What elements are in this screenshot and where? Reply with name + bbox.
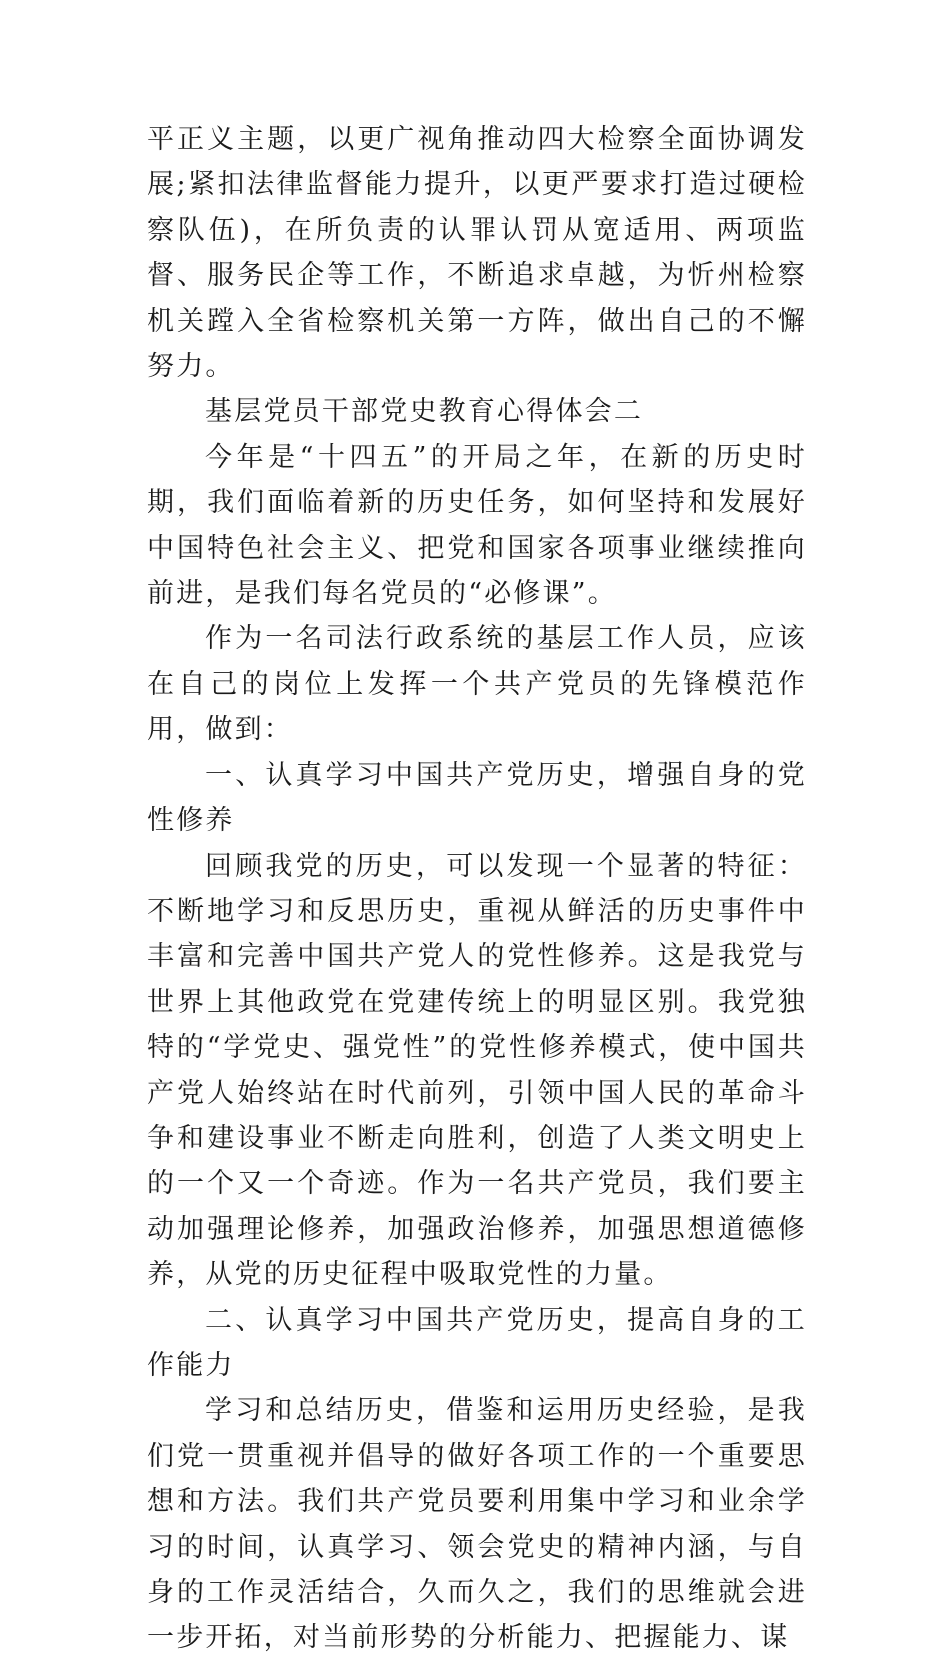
paragraph-continuation: 平正义主题，以更广视角推动四大检察全面协调发展;紧扣法律监督能力提升，以更严要求打造过硬检察队伍)，在所负责的认罪认罚从宽适用、两项监督、服务民企等工作，不断追求卓越，为忻州检察机关蹚入全省检察机关第一方阵，做出自己的不懈努力。 (147, 124, 807, 383)
paragraph-point-one-body: 回顾我党的历史，可以发现一个显著的特征：不断地学习和反思历史，重视从鲜活的历史事件中丰富和完善中国共产党人的党性修养。这是我党与世界上其他政党在党建传统上的明显区别。我党独特的“学党史、强党性”的党性修养模式，使中国共产党人始终站在时代前列，引领中国人民的革命斗争和建设事业不断走向胜利，创造了人类文明史上的一个又一个奇迹。作为一名共产党员，我们要主动加强理论修养，加强政治修养，加强思想道德修养，从党的历史征程中吸取党性的力量。 (147, 850, 807, 1291)
paragraph-intro: 今年是“十四五”的开局之年，在新的历史时期，我们面临着新的历史任务，如何坚持和发展好中国特色社会主义、把党和国家各项事业继续推向前进，是我们每名党员的“必修课”。 (147, 441, 807, 610)
heading-point-one: 一、认真学习中国共产党历史，增强自身的党性修养 (147, 759, 807, 837)
paragraph-role: 作为一名司法行政系统的基层工作人员，应该在自己的岗位上发挥一个共产党员的先锋模范作用，做到： (147, 623, 807, 746)
paragraph-point-two-body: 学习和总结历史，借鉴和运用历史经验，是我们党一贯重视并倡导的做好各项工作的一个重要思想和方法。我们共产党员要利用集中学习和业余学习的时间，认真学习、领会党史的精神内涵，与自身的工作灵活结合，久而久之，我们的思维就会进一步开拓，对当前形势的分析能力、把握能力、谋 (147, 1395, 807, 1654)
document-body (147, 117, 807, 1661)
heading-point-two: 二、认真学习中国共产党历史，提高自身的工作能力 (147, 1304, 807, 1381)
section-title-experience-two: 基层党员干部党史教育心得体会二 (205, 396, 644, 428)
